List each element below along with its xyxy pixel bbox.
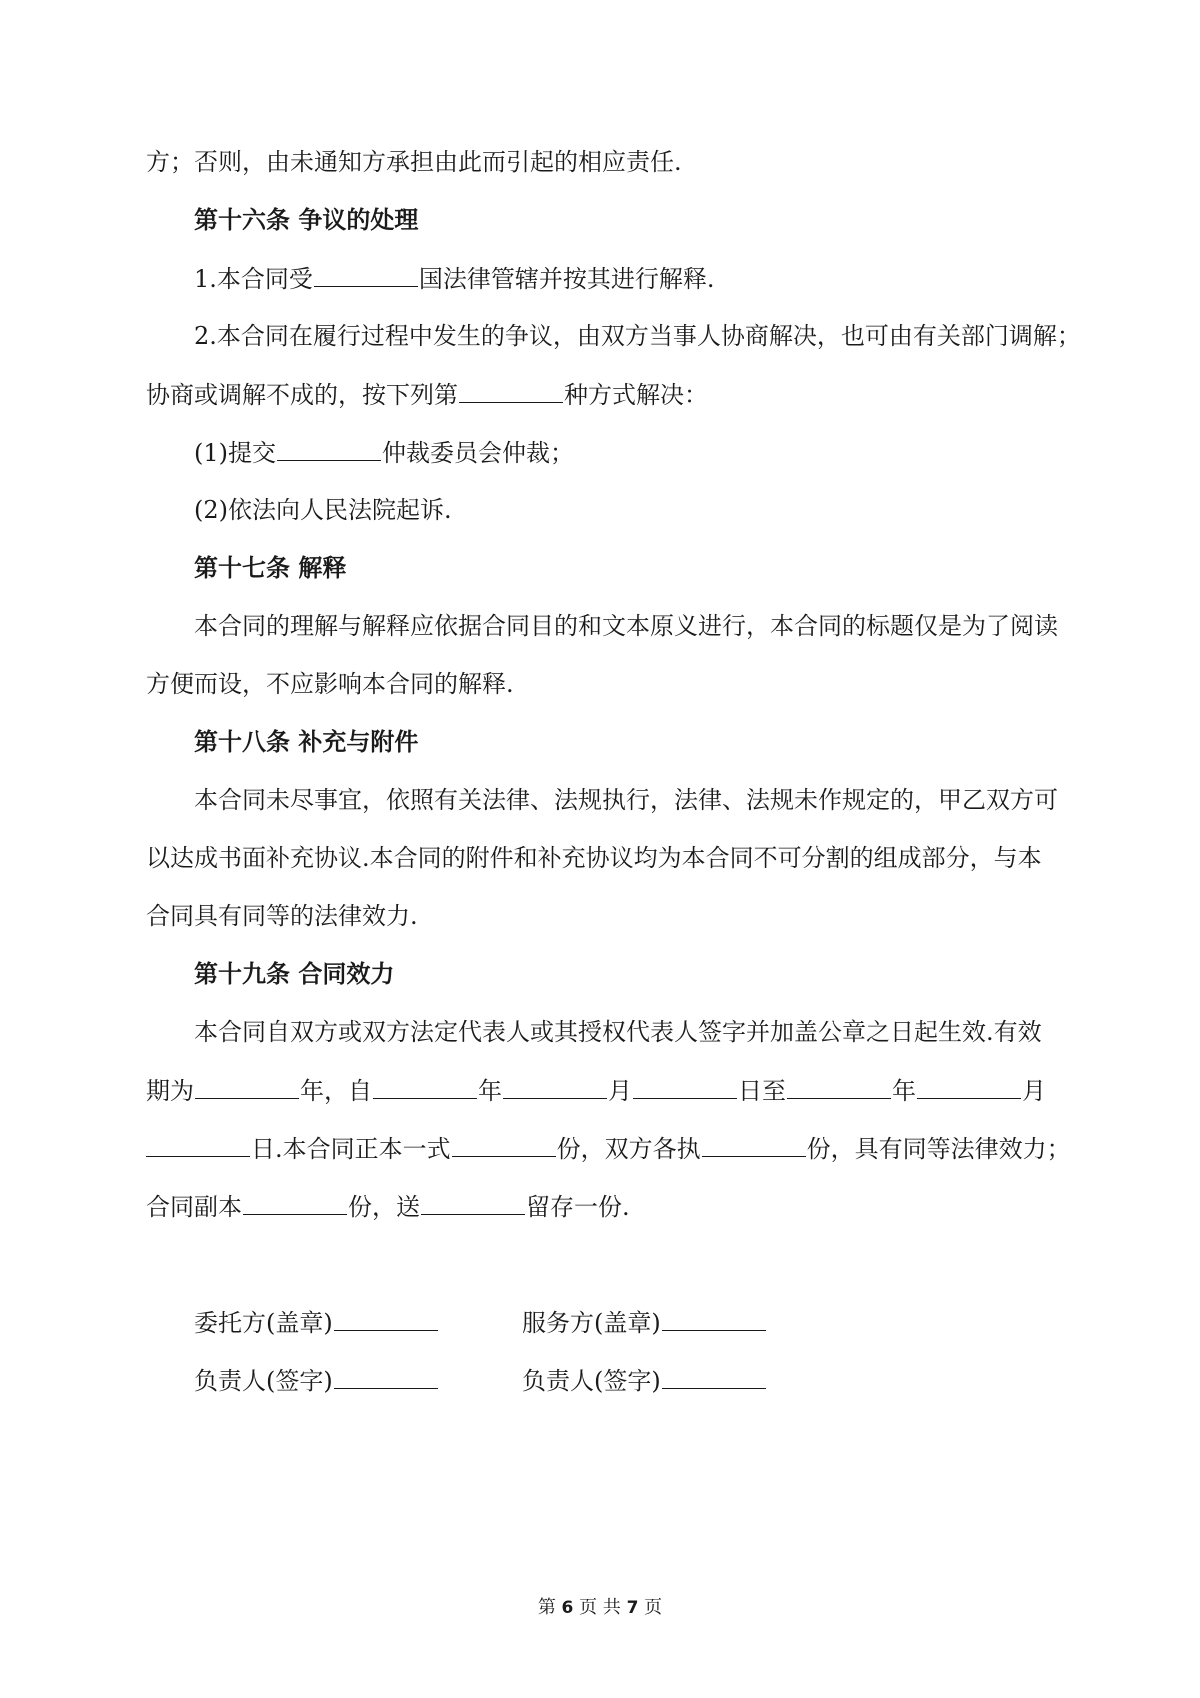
text: 合同具有同等的法律效力. [146,902,418,930]
validity-period-line [146,1074,1046,1107]
paragraph-line [194,610,1058,642]
article-19-heading [194,958,394,990]
text: 日至 [738,1077,786,1105]
duplicate-copies-line [146,1190,630,1223]
blank-field[interactable] [503,1074,607,1099]
text: 本合同未尽事宜，依照有关法律、法规执行，法律、法规未作规定的，甲乙双方可 [194,786,1058,814]
paragraph-line [194,1016,1042,1048]
heading-text: 第十九条 合同效力 [194,959,395,988]
blank-field[interactable] [277,436,381,461]
text: 留存一份. [526,1193,630,1221]
blank-field[interactable] [373,1074,477,1099]
total-pages: 7 [626,1598,639,1618]
article-16-option-2 [194,494,452,526]
text: 期为 [146,1077,194,1105]
provider-seal-field[interactable] [662,1306,766,1331]
text: 本合同的理解与解释应依据合同目的和文本原义进行，本合同的标题仅是为了阅读 [194,612,1058,640]
text: 协商或调解不成的，按下列第 [146,381,458,409]
text: 月 [1022,1077,1046,1105]
article-16-clause-2-cont [146,378,708,411]
signature-row-sign-right [522,1364,767,1397]
blank-field[interactable] [787,1074,891,1099]
provider-seal-label: 服务方(盖章) [522,1309,661,1337]
text: 年 [478,1077,502,1105]
article-16-clause-1 [194,262,715,295]
article-16-clause-2 [194,320,1081,352]
blank-field[interactable] [452,1132,556,1157]
text: 份，双方各执 [556,1135,701,1163]
text: 方；否则，由未通知方承担由此而引起的相应责任. [146,148,682,176]
text: 份，送 [348,1193,420,1221]
heading-text: 第十七条 解释 [194,553,347,582]
client-seal-field[interactable] [334,1306,438,1331]
text: 月 [608,1077,632,1105]
text: 种方式解决： [564,381,708,409]
blank-field[interactable] [459,378,563,403]
client-sign-field[interactable] [334,1364,438,1389]
text: 合同副本 [146,1193,242,1221]
heading-text: 第十六条 争议的处理 [194,205,419,234]
blank-field[interactable] [195,1074,299,1099]
page-number: 6 [561,1598,574,1618]
text: 仲裁委员会仲裁； [382,439,574,467]
text: (2)依法向人民法院起诉. [194,496,452,524]
footer-suffix: 页 [644,1597,663,1618]
text: 1.本合同受 [194,265,313,293]
client-seal-label: 委托方(盖章) [194,1309,333,1337]
article-18-heading [194,726,418,758]
paragraph-line [146,146,682,178]
signature-row-sign [194,1364,439,1397]
signature-row-seal-right [522,1306,767,1339]
text: 国法律管辖并按其进行解释. [418,265,715,293]
text: 本合同自双方或双方法定代表人或其授权代表人签字并加盖公章之日起生效.有效 [194,1018,1042,1046]
heading-text: 第十八条 补充与附件 [194,727,419,756]
text: 日.本合同正本一式 [251,1135,451,1163]
text: 2.本合同在履行过程中发生的争议，由双方当事人协商解决，也可由有关部门调解； [194,322,1081,350]
text: 方便而设，不应影响本合同的解释. [146,670,514,698]
blank-field[interactable] [702,1132,806,1157]
paragraph-line [146,668,514,700]
copies-line [146,1132,1071,1165]
blank-field[interactable] [314,262,418,287]
footer-middle: 页 共 [579,1597,621,1618]
text: (1)提交 [194,439,276,467]
text: 份，具有同等法律效力； [806,1135,1071,1163]
article-16-heading [194,204,418,236]
provider-sign-label: 负责人(签字) [522,1367,661,1395]
signature-row-seal [194,1306,439,1339]
text: 以达成书面补充协议.本合同的附件和补充协议均为本合同不可分割的组成部分，与本 [146,844,1042,872]
article-16-option-1 [194,436,574,469]
blank-field[interactable] [633,1074,737,1099]
blank-field[interactable] [146,1132,250,1157]
blank-field[interactable] [917,1074,1021,1099]
text: 年，自 [300,1077,372,1105]
text: 年 [892,1077,916,1105]
paragraph-line [146,900,418,932]
paragraph-line [146,842,1042,874]
provider-sign-field[interactable] [662,1364,766,1389]
page-footer [0,1596,1200,1620]
footer-prefix: 第 [537,1597,556,1618]
blank-field[interactable] [421,1190,525,1215]
client-sign-label: 负责人(签字) [194,1367,333,1395]
article-17-heading [194,552,346,584]
blank-field[interactable] [243,1190,347,1215]
paragraph-line [194,784,1058,816]
